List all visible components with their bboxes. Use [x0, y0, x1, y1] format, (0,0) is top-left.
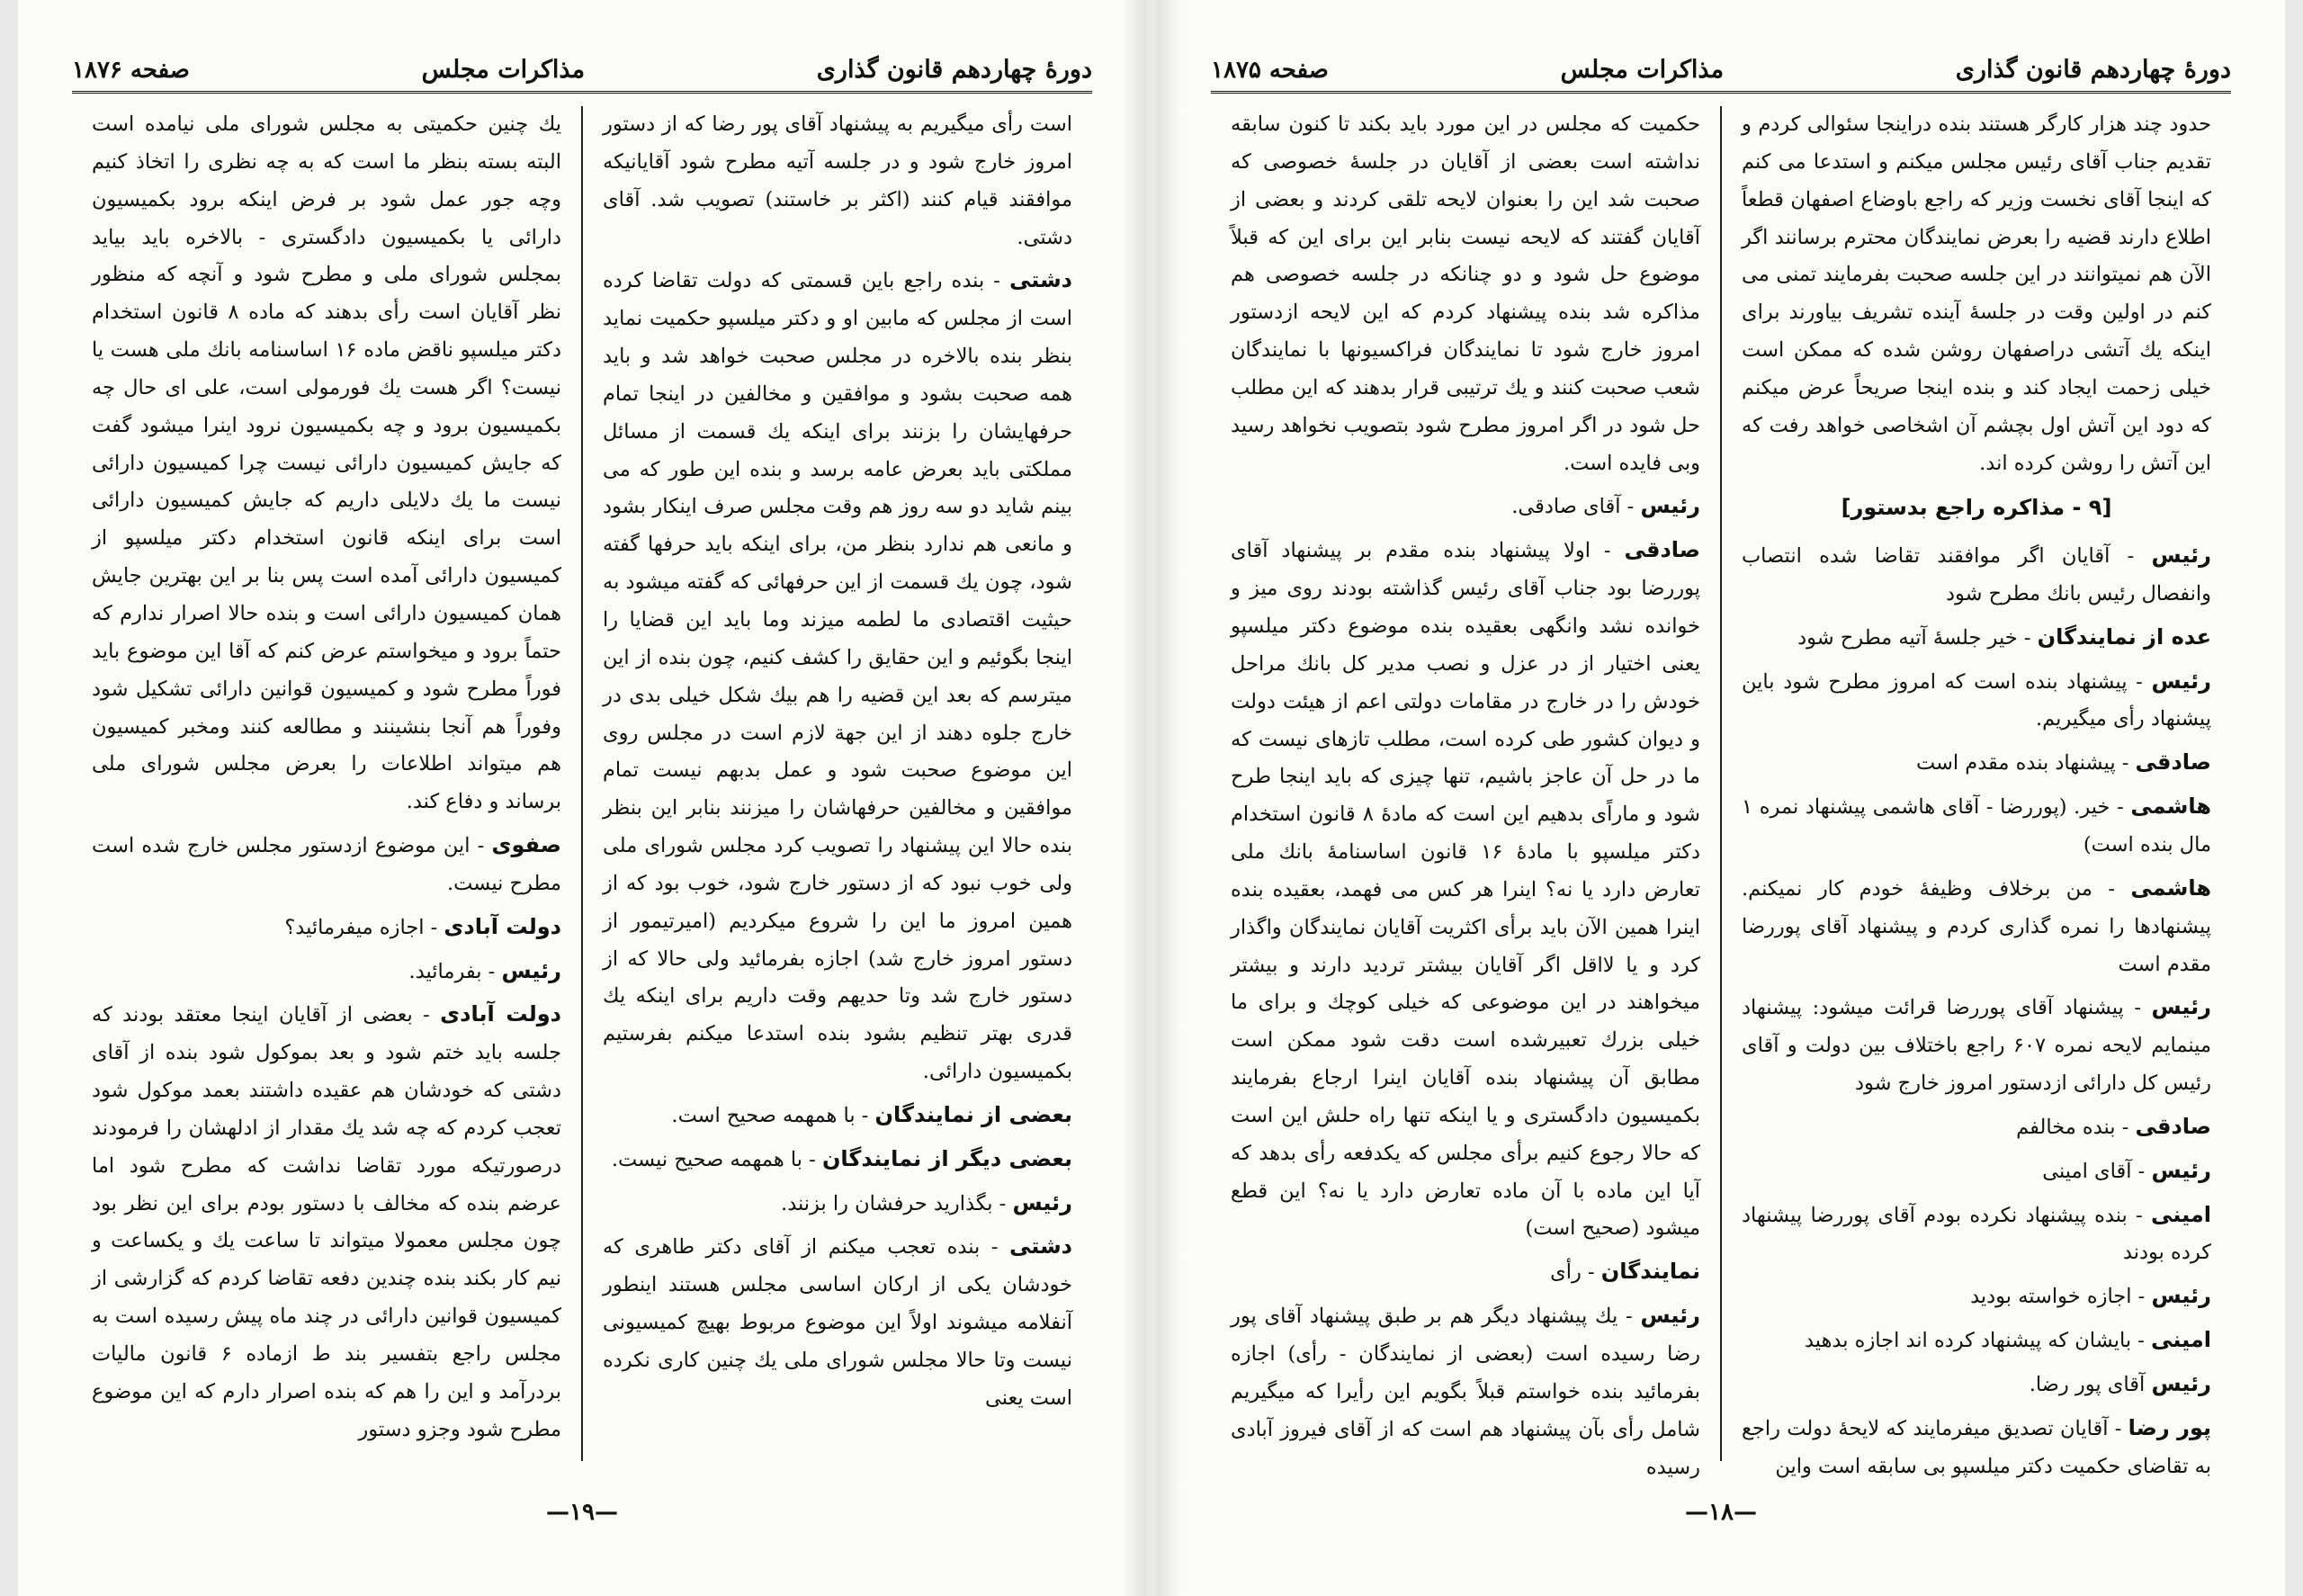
speaker-name: دولت آبادی — [440, 1001, 561, 1027]
page-number-label: صفحه ۱۸۷۵ — [1211, 57, 1329, 84]
speech-text: - پیشنهاد آقای پوررضا قرائت میشود: پیشنهاد مینمایم لایحه نمره ۶۰۷ راجع باختلاف بین دولت و آقای رئیس کل دارائی ازدستور امروز خارج شود — [1742, 996, 2211, 1096]
speech-paragraph — [603, 1183, 1072, 1224]
speaker-name: رئیس — [1640, 493, 1700, 519]
speaker-name: رئیس — [2151, 1283, 2211, 1309]
speaker-name: پور رضا — [2128, 1414, 2211, 1440]
speech-text: آقای پور رضا. — [2029, 1372, 2152, 1396]
speech-text: - آقایان تصدیق میفرمایند که لایحهٔ دولت راجع به تقاضای حکمیت دکتر میلسپو بی سابقه است واین — [1742, 1416, 2211, 1478]
speech-paragraph — [1742, 1320, 2211, 1360]
column-right — [581, 106, 1092, 1461]
speech-text: - اجازه میفرمائید؟ — [284, 915, 444, 939]
gutter-shadow — [1121, 0, 1146, 1596]
speech-text: - خیر جلسهٔ آتیه مطرح شود — [1797, 625, 2038, 650]
speaker-name: دشتی — [1009, 1233, 1072, 1260]
text-paragraph: است رأی میگیریم به پیشنهاد آقای پور رضا که از دستور امروز خارج شود و در جلسه آتیه مطرح شود آقایانیکه موافقند قیام کنند (اکثر بر خاستند) تصویب شد. آقای دشتی. — [603, 112, 1072, 249]
speaker-name: دشتی — [1009, 267, 1072, 293]
speaker-name: عده از نمایندگان — [2037, 623, 2211, 650]
speech-text: - آقای امینی — [2042, 1159, 2152, 1183]
section-title: [۹ - مذاکره راجع بدستور] — [1841, 495, 2112, 521]
speech-text: - بعضی از آقایان اینجا معتقد بودند که جلسه باید ختم شود و بعد بموکول شود بنده از آقای دشتی که خودشان هم عقیده داشتند بعمد موکول شود تعجب کردم که چه شد یك مقدار از ادلهشان را فرمودند درصورتیکه مورد تقاضا نداشت که مطرح شود اما عرضم بنده که مخالف با دستور بودم برای این نظر بود چون مجلس معمولا میتواند تا ساعت یك و یکساعت و نیم کار بکند بنده چندین دفعه تقاضا کردم که گزارشی از کمیسیون قوانین دارائی در چند ماه پیش رسیده است به مجلس راجع بتفسیر بند ط ازماده ۶ قانون مالیات بردرآمد و این را هم که بنده اصرار دارم که این موضوع مطرح شود وجزو دستور — [92, 1003, 561, 1441]
speech-text: - این موضوع ازدستور مجلس خارج شده است مطرح نیست. — [92, 834, 561, 895]
header-center: مذاکرات مجلس — [421, 56, 586, 84]
speaker-name: رئیس — [1012, 1189, 1072, 1215]
speech-text: - آقای صادقی. — [1511, 495, 1641, 519]
speech-paragraph — [1742, 742, 2211, 783]
speaker-name: رئیس — [2151, 542, 2211, 569]
page-footer-number: —۱۸— — [1685, 1499, 1757, 1526]
speech-paragraph — [1742, 1364, 2211, 1404]
speaker-name: امینی — [2151, 1327, 2211, 1353]
column-left — [1211, 106, 1720, 1479]
text-paragraph: یك چنین حکمیتی به مجلس شورای ملی نیامده است البته بسته بنظر ما است که به چه نظری را اتخاذ کنیم وچه جور عمل شود بر فرض اینکه برود بکمیسیون دارائی یا بکمیسیون دادگستری - بالاخره باید بیاید بمجلس شورای ملی و مطرح شود و آنچه که منظور نظر آقایان است رأی بدهند که ماده ۸ قانون استخدام دکتر میلسپو ناقض ماده ۱۶ اساسنامه بانك ملی هست یا نیست؟ اگر هست یك فورمولی است، علی ای حال چه بکمیسیون برود و چه بکمیسیون نرود اینرا میشود گفت که جایش کمیسیون دارائی نیست چرا کمیسیون دارائی نیست ما یك دلایلی داریم که جایش کمیسیون دارائی است برای اینکه قانون استخدام دکتر میلسپو از کمیسیون دارائی آمده است پس بنا بر این بهترین جایش همان کمیسیون دارائی است و بنده حالا اصرار ندارم که حتماً برود و میخواستم عرض کنم که آقا این موضوع باید فوراً مطرح شود و کمیسیون قوانین دارائی تشکیل شود وفوراً هم آنجا بنشینند و مطالعه کنند ومخبر کمیسیون هم میتواند اطلاعات را بعرض مجلس شورای ملی برساند و دفاع کند. — [92, 112, 561, 814]
speaker-name: رئیس — [2151, 1157, 2211, 1183]
speech-text: - پیشنهاد بنده مقدم است — [1915, 751, 2136, 776]
page-1875 — [1157, 0, 2285, 1596]
speech-text: - با همهمه صحیح است. — [671, 1103, 875, 1127]
speech-paragraph — [92, 907, 561, 947]
speech-paragraph — [603, 1095, 1072, 1135]
speaker-name: صادقی — [1624, 537, 1700, 563]
speaker-name: صادقی — [2135, 749, 2211, 776]
speech-text: - اولا پیشنهاد بنده مقدم بر پیشنهاد آقای پوررضا بود جناب آقای رئیس گذاشته بودند روی میز و خوانده نشد وانگهی بعقیده بنده موضوع دکتر میلسپو یعنی اختیار از در عزل و نصب مدیر کل بانك مراحل خودش را در خارج در مقامات دولتی اعم از هیئت دولت و دیوان کشور طی کرده است، مطلب تازهای نیست که ما در حل آن عاجز باشیم، تنها چیزی که باید اینجا طرح شود و ماراًی بدهیم این است که مادهٔ ۸ قانون استخدام دکتر میلسپو با مادهٔ ۱۶ قانون اساسنامهٔ بانك ملی تعارض دارد یا نه؟ اینرا هر کس می فهمد، بعقیده بنده اینرا همین الآن باید برأی اکثریت آقایان نمایندگان واگذار کرد و یا لااقل اگر آقایان بیشتر تردید دارند و بیشتر میخواهند در این موضوعی که خیلی کوچك و برای ما خیلی بزرك تعبیرشده است دقت شود ممکن است مطابق آن پیشنهاد بنده آقایان اینرا ارجاع بفرمایند بکمیسیون دادگستری و یا اینکه تنها راه حلش این است که حالا رجوع کنیم برأی مجلس که یکدفعه رأی بدهد که آیا این ماده با آن ماده تعارض دارد یا نه؟ این قطع میشود (صحیح است) — [1231, 539, 1700, 1241]
page-header — [1211, 47, 2231, 94]
speech-paragraph — [92, 951, 561, 991]
speech-paragraph — [603, 1139, 1072, 1179]
speech-paragraph — [1742, 868, 2211, 984]
page-footer-number: —۱۹— — [546, 1499, 618, 1526]
speech-text: - بایشان که پیشنهاد کرده اند اجازه بدهید — [1804, 1329, 2152, 1353]
text-columns — [72, 106, 1092, 1461]
speaker-name: بعضی دیگر از نمایندگان — [821, 1145, 1072, 1171]
speech-text: - اجازه خواسته بودید — [1970, 1285, 2152, 1309]
speaker-name: رئیس — [501, 957, 561, 983]
header-title: دورهٔ چهاردهم قانون گذاری — [1955, 56, 2231, 84]
speaker-name: رئیس — [2151, 668, 2211, 694]
speaker-name: هاشمی — [2130, 794, 2211, 820]
speech-paragraph — [1742, 617, 2211, 658]
speech-text: - با همهمه صحیح نیست. — [611, 1147, 822, 1171]
speech-text: - بگذارید حرفشان را بزنند. — [781, 1191, 1013, 1215]
speech-paragraph — [1742, 987, 2211, 1103]
speaker-name: صادقی — [2135, 1113, 2211, 1139]
speech-text: - آقایان اگر موافقند تقاضا شده انتصاب وانفصال رئیس بانك مطرح شود — [1742, 544, 2211, 605]
column-left — [72, 106, 581, 1461]
speech-paragraph — [1231, 530, 1700, 1248]
speech-paragraph — [1742, 1195, 2211, 1273]
speech-text: - رأی — [1550, 1260, 1601, 1285]
page-1876 — [18, 0, 1146, 1596]
speech-paragraph — [603, 260, 1072, 1091]
speech-paragraph — [1742, 786, 2211, 865]
header-center: مذاکرات مجلس — [1560, 56, 1725, 84]
speech-paragraph — [92, 994, 561, 1448]
speech-paragraph — [1742, 1151, 2211, 1191]
speech-paragraph — [1742, 1408, 2211, 1486]
speech-paragraph — [1742, 661, 2211, 740]
speaker-name: رئیس — [1640, 1303, 1700, 1329]
speech-text: - بنده راجع باین قسمتی که دولت تقاضا کرده است از مجلس که مابین او و دکتر میلسپو حکمیت نماید بنظر بنده بالاخره در مجلس صحبت خواهد شد و باید همه صحبت بشود و موافقین و مخالفین در اینجا تمام حرفهایشان را بزنند برای اینکه یك قسمت از مسائل مملکتی باید بعرض عامه برسد و بنده این طور که می بینم شاید دو سه روز هم وقت مجلس صرف اینکار بشود و مانعی هم ندارد بنظر من، برای اینکه باید حرفها گفته شود، چون یك قسمت از این حرفهائی که گفته میشود به حیثیت اقتصادی ما لطمه میزند وما باید این قضایا را اینجا بگوئیم و این حقایق را کشف کنیم، چون بنده از این میترسم که بعد این قضیه را هم بیك شکل خیلی بدی در خارج جلوه دهند از این جهة لازم است در مجلس روی این موضوع صحبت شود و عمل بدبهم نیست تمام موافقین و مخالفین حرفهاشان را میزنند بنابر این بنظر بنده حالا این پیشنهاد را تصویب کرد مجلس شورای ملی ولی خوب نبود که از دستور خارج شود، خوب بود که از همین امروز ما این را شروع میکردیم (امیرتیمور از دستور امروز خارج شد) اجازه بفرمائید ولی حالا که از دستور خارج شد وتا حدیهم وقت داریم برای اینکه یك قدری بهتر تنظیم بشود بنده استدعا میکنم بفرستیم بکمیسیون دارائی. — [603, 269, 1072, 1084]
speech-text: - بنده تعجب میکنم از آقای دکتر طاهری که خودشان یکی از ارکان اساسی مجلس هستند اینطور آنفلامه میشوند اولاً این موضوع مربوط بهیچ کمیسیونی نیست وتا حالا مجلس شورای ملی یك چنین کاری نکرده است یعنی — [603, 1235, 1072, 1410]
speech-paragraph — [1231, 486, 1700, 526]
header-title: دورهٔ چهاردهم قانون گذاری — [816, 56, 1092, 84]
speech-text: - خیر. (پوررضا - آقای هاشمی پیشنهاد نمره ۱ مال بنده است) — [1742, 795, 2211, 856]
page-number-label: صفحه ۱۸۷۶ — [72, 57, 190, 84]
speech-text: - من برخلاف وظیفهٔ خودم کار نمیکنم. پیشنهادها را نمره گذاری کردم و پیشنهاد آقای پوررضا مقدم است — [1742, 876, 2211, 976]
speech-text: - یك پیشنهاد دیگر هم بر طبق پیشنهاد آقای پور رضا رسیده است (بعضی از نمایندگان - رأی) اجازه بفرمائید بنده خواستم قبلاً بگویم این رأیرا که میگیریم شامل رأی بآن پیشنهاد هم است که از آقای فیروز آبادی رسیده — [1231, 1305, 1700, 1479]
text-paragraph: حدود چند هزار کارگر هستند بنده دراینجا سئوالی کردم و تقدیم جناب آقای رئیس مجلس میکنم و استدعا می کنم که اینجا آقای نخست وزیر که راجع باوضاع اصفهان قطعاً اطلاع دارند قضیه را بعرض نمایندگان محترم برسانند اگر الآن هم نمیتوانند در این جلسه صحبت بفرمایند تمنی می کنم در اولین وقت در جلسهٔ آینده تشریف بیاورند برای اینکه یك آتشی دراصفهان روشن شده که ممکن است خیلی زحمت ایجاد کند و بنده اینجا صریحاً عرض میکنم که دود این آتش اول بچشم آن اشخاصی خواهد رفت که این آتش را روشن کرده اند. — [1742, 112, 2211, 475]
speech-paragraph — [1231, 1251, 1700, 1292]
speech-paragraph — [1742, 535, 2211, 614]
text-paragraph: حکمیت که مجلس در این مورد باید بکند تا کنون سابقه نداشته است بعضی از آقایان در جلسهٔ خصوصی که صحبت شد این را بعنوان لایحه تلقی کردند و بعضی از آقایان گفتند که لایحه نیست بنابر این برای این که قبلاً موضوع حل شود و دو چنانکه در جلسه خصوصی هم مذاکره شد بنده پیشنهاد کردم که این لایحه ازدستور امروز خارج شود تا نمایندگان فراکسیونها با نمایندگان شعب صحبت کنند و یك ترتیبی قرار بدهند که این مطلب حل شود در اگر امروز مطرح شود بتصویب نخواهد رسید وبی فایده است. — [1231, 112, 1700, 475]
speech-paragraph — [603, 1226, 1072, 1417]
speech-paragraph — [92, 825, 561, 903]
speaker-name: رئیس — [2151, 994, 2211, 1020]
speaker-name: بعضی از نمایندگان — [874, 1101, 1072, 1127]
speech-text: - بفرمائید. — [408, 959, 502, 983]
speaker-name: دولت آبادی — [444, 913, 561, 939]
speaker-name: رئیس — [2151, 1370, 2211, 1396]
speech-text: - بنده پیشنهاد نکرده بودم آقای پوررضا پیشنهاد کرده بودند — [1742, 1203, 2211, 1265]
speaker-name: هاشمی — [2130, 874, 2211, 901]
text-columns — [1211, 106, 2231, 1479]
speech-text: - پیشنهاد بنده است که امروز مطرح شود باین پیشنهاد رأی میگیریم. — [1742, 669, 2211, 731]
column-right — [1720, 106, 2231, 1478]
speech-paragraph — [1742, 1107, 2211, 1147]
page-header — [72, 47, 1092, 94]
speaker-name: نمایندگان — [1600, 1259, 1700, 1285]
gutter-shadow — [1157, 0, 1182, 1596]
speaker-name: صفوی — [491, 832, 561, 858]
speech-text: - بنده مخالفم — [2016, 1115, 2136, 1139]
speech-paragraph — [1742, 1276, 2211, 1316]
speech-paragraph — [1231, 1296, 1700, 1486]
speaker-name: امینی — [2151, 1201, 2211, 1227]
